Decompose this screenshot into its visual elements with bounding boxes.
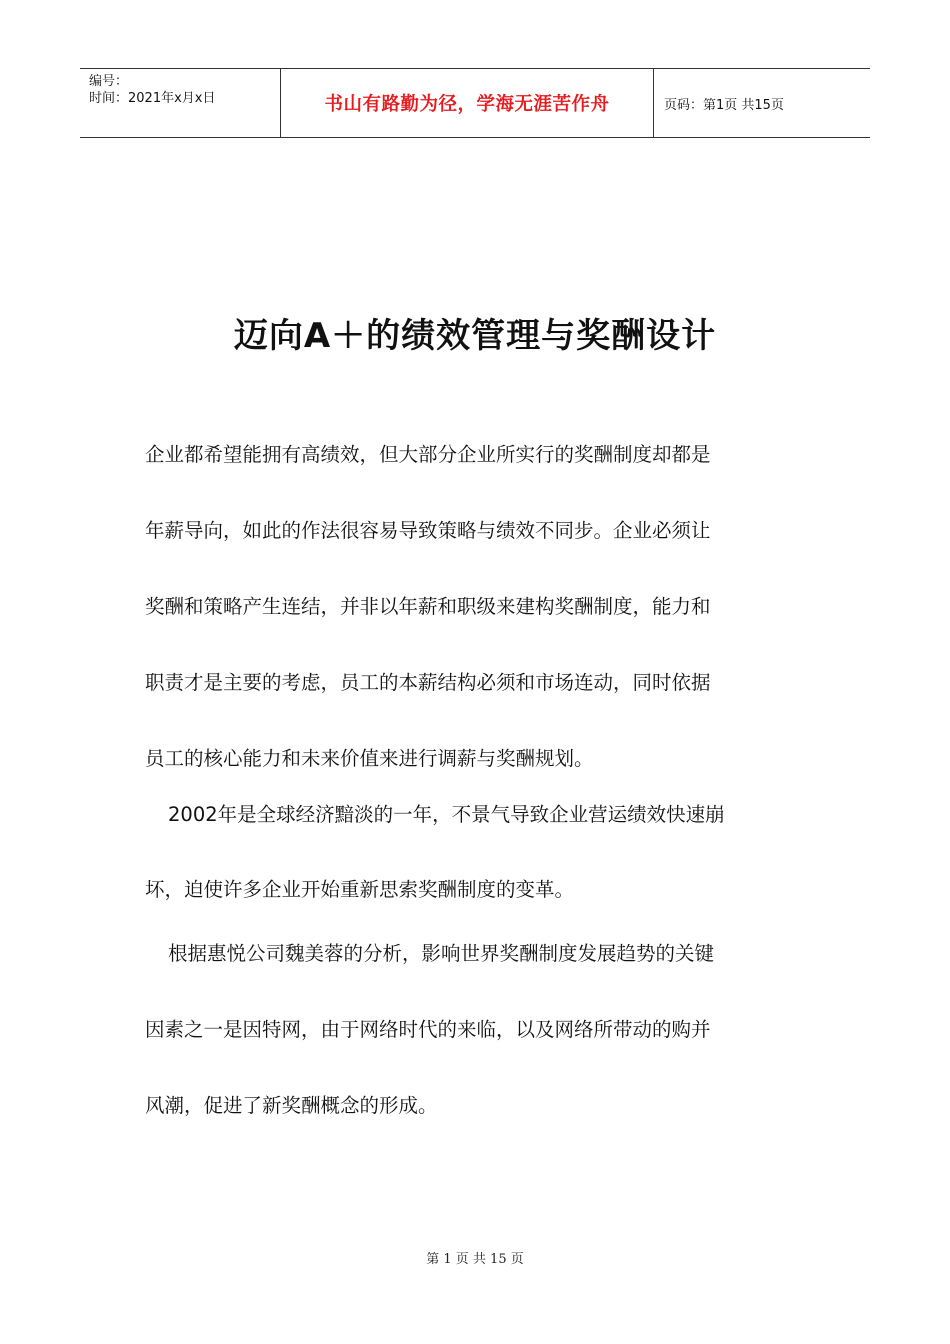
paragraph-2	[145, 805, 805, 955]
paragraph-line: 年薪导向，如此的作法很容易导致策略与绩效不同步。企业必须让	[145, 519, 711, 542]
header-table	[80, 68, 870, 138]
header-motto: 书山有路勤为径，学海无涯苦作舟	[324, 94, 610, 115]
header-motto-cell	[281, 69, 654, 137]
header-page-info: 页码：第1页 共15页	[664, 97, 784, 113]
page-footer: 第 1 页 共 15 页	[426, 1252, 524, 1267]
paragraph-line: 风潮，促进了新奖酬概念的形成。	[145, 1094, 438, 1117]
paragraph-line: 奖酬和策略产生连结，并非以年薪和职级来建构奖酬制度，能力和	[145, 595, 711, 618]
paragraph-line: 2002年是全球经济黯淡的一年，不景气导致企业营运绩效快速崩	[168, 803, 725, 826]
header-meta-cell	[80, 69, 281, 137]
paragraph-line: 企业都希望能拥有高绩效，但大部分企业所实行的奖酬制度却都是	[145, 443, 711, 466]
paragraph-line: 职责才是主要的考虑，员工的本薪结构必须和市场连动，同时依据	[145, 671, 711, 694]
document-number-label: 编号：	[89, 74, 129, 89]
paragraph-1	[145, 445, 805, 825]
paragraph-line: 根据惠悦公司魏美蓉的分析，影响世界奖酬制度发展趋势的关键	[168, 942, 715, 965]
paragraph-line: 坏，迫使许多企业开始重新思索奖酬制度的变革。	[145, 878, 575, 901]
document-time-label: 时间：2021年x月x日	[89, 91, 216, 106]
paragraph-line: 员工的核心能力和未来价值来进行调薪与奖酬规划。	[145, 747, 594, 770]
paragraph-line: 因素之一是因特网，由于网络时代的来临，以及网络所带动的购并	[145, 1018, 711, 1041]
header-page-cell	[654, 69, 870, 137]
paragraph-3	[145, 944, 805, 1172]
document-title: 迈向A＋的绩效管理与奖酬设计	[233, 316, 717, 356]
